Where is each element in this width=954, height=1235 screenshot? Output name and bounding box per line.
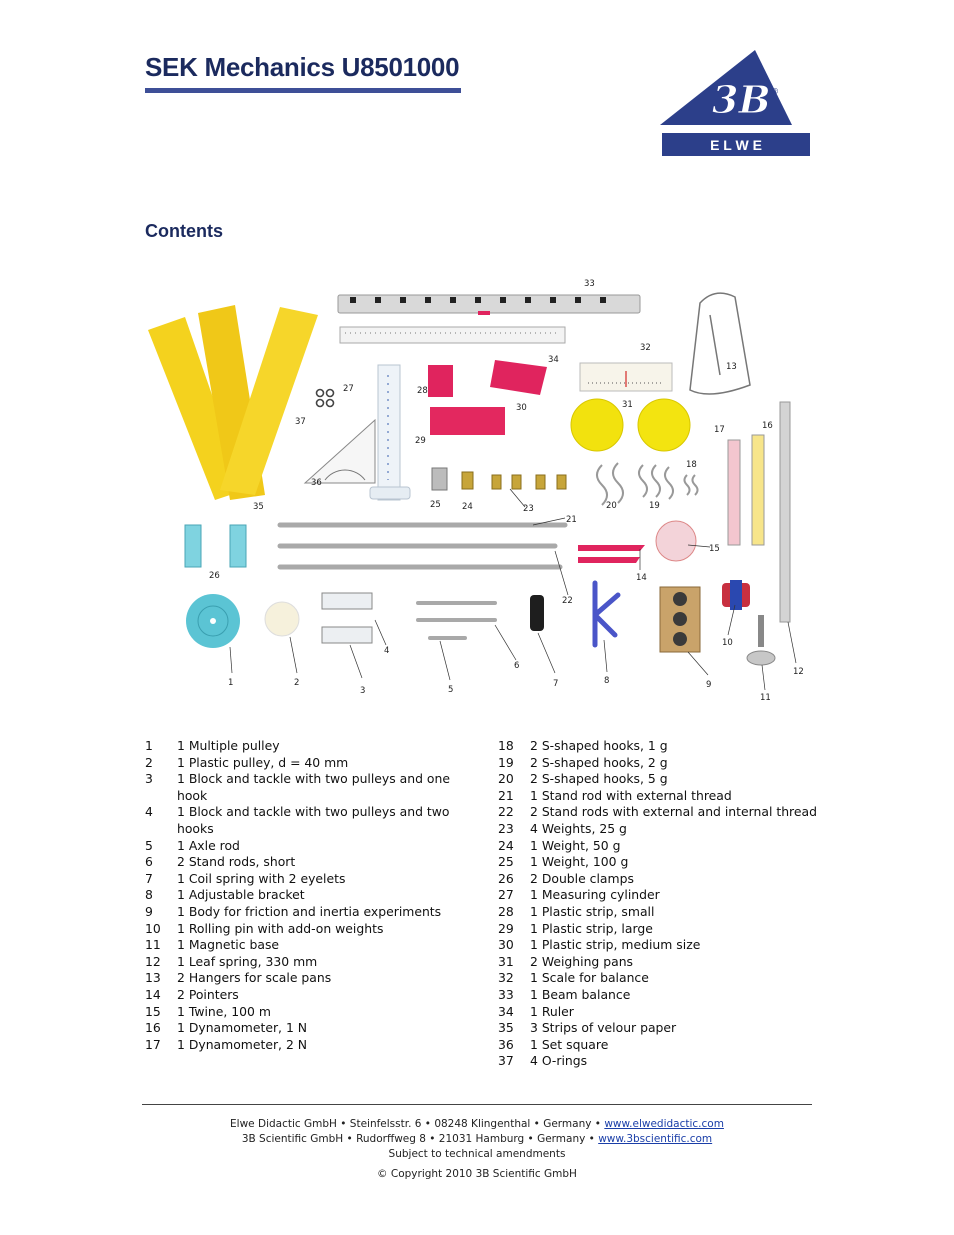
- item-text: 3 Strips of velour paper: [530, 1020, 677, 1036]
- callout-29: 29: [415, 436, 426, 446]
- item-text: 2 S-shaped hooks, 5 g: [530, 771, 668, 787]
- item-text: 1 Beam balance: [530, 986, 631, 1002]
- list-item: [498, 755, 818, 772]
- list-item: [145, 738, 465, 755]
- measuring-cylinder: [370, 365, 410, 500]
- item-text: 1 Plastic strip, medium size: [530, 937, 701, 953]
- list-item: [498, 788, 818, 805]
- item-number: 19: [498, 754, 514, 770]
- list-item: [498, 804, 818, 821]
- list-item: [498, 1004, 818, 1021]
- list-item: [145, 838, 465, 855]
- footer-address-3b: [142, 1133, 812, 1145]
- item-text: 2 Double clamps: [530, 870, 634, 886]
- item-number: 32: [498, 970, 514, 986]
- callout-9: 9: [706, 680, 712, 690]
- callout-22: 22: [562, 596, 573, 606]
- callout-30: 30: [516, 403, 527, 413]
- block-and-tackle: [322, 593, 372, 643]
- item-number: 21: [498, 787, 514, 803]
- list-item: [145, 1037, 465, 1054]
- list-item: [145, 921, 465, 938]
- 3b-elwe-logo: [660, 50, 810, 157]
- item-number: 1: [145, 738, 153, 753]
- callout-34: 34: [548, 355, 559, 365]
- set-square: [305, 420, 375, 483]
- contents-heading: Contents: [145, 221, 223, 241]
- weights: [432, 468, 566, 490]
- item-number: 18: [498, 738, 514, 753]
- callout-4: 4: [384, 646, 390, 656]
- scale-pan-hangers: [690, 293, 750, 394]
- list-item: [145, 871, 465, 888]
- item-number: 8: [145, 887, 153, 903]
- item-text: 2 Hangers for scale pans: [177, 970, 332, 986]
- list-item: [498, 738, 818, 755]
- plastic-strip-large: [430, 407, 505, 435]
- contents-figure: [140, 275, 820, 705]
- item-number: 2: [145, 754, 153, 770]
- twine-spool: [656, 521, 696, 561]
- callout-28: 28: [417, 386, 428, 396]
- item-number: 28: [498, 903, 514, 919]
- item-text: 1 Dynamometer, 2 N: [177, 1036, 308, 1052]
- beam-balance: [338, 295, 640, 315]
- item-number: 6: [145, 854, 153, 870]
- item-number: 26: [498, 870, 514, 886]
- item-number: 27: [498, 887, 514, 903]
- s-shaped-hooks: [597, 463, 698, 505]
- callout-37: 37: [295, 417, 306, 427]
- callout-leaders: [230, 489, 796, 690]
- list-item: [498, 904, 818, 921]
- item-text: 2 S-shaped hooks, 1 g: [530, 738, 668, 753]
- callout-17: 17: [714, 425, 725, 435]
- list-item: [498, 871, 818, 888]
- list-item: [498, 1053, 818, 1070]
- stand-rods: [280, 525, 565, 567]
- callout-13: 13: [726, 362, 737, 372]
- item-text: 1 Rolling pin with add-on weights: [177, 920, 384, 936]
- list-item: [498, 887, 818, 904]
- item-text: 1 Axle rod: [177, 837, 240, 853]
- callout-35: 35: [253, 502, 264, 512]
- o-rings: [317, 390, 334, 407]
- list-item: [145, 887, 465, 904]
- item-text: 1 Plastic strip, large: [530, 920, 653, 936]
- callout-33: 33: [584, 279, 595, 289]
- callout-27: 27: [343, 384, 354, 394]
- item-text: 1 Weight, 50 g: [530, 837, 621, 853]
- list-item: [145, 904, 465, 921]
- item-text: 1 Twine, 100 m: [177, 1003, 271, 1019]
- short-rods: [418, 603, 495, 638]
- item-number: 37: [498, 1053, 514, 1069]
- double-clamps: [185, 525, 246, 567]
- callout-32: 32: [640, 343, 651, 353]
- item-text: 2 Stand rods, short: [177, 854, 296, 870]
- list-item: [145, 755, 465, 772]
- footer-copyright: © Copyright 2010 3B Scientific GmbH: [377, 1168, 577, 1180]
- logo-mark: 3B: [712, 77, 771, 122]
- title-underline: [145, 88, 461, 93]
- item-text: 1 Block and tackle with two pulleys and one hook: [177, 771, 450, 803]
- callout-6: 6: [514, 661, 520, 671]
- callout-7: 7: [553, 679, 559, 689]
- item-number: 17: [145, 1036, 161, 1052]
- list-item: [498, 937, 818, 954]
- callout-2: 2: [294, 678, 300, 688]
- list-item: [145, 937, 465, 954]
- callout-15: 15: [709, 544, 720, 554]
- item-number: 33: [498, 986, 514, 1002]
- callout-24: 24: [462, 502, 473, 512]
- callout-18: 18: [686, 460, 697, 470]
- list-item: [498, 838, 818, 855]
- logo-wordmark: E L W E: [710, 137, 762, 153]
- elwedidactic-link[interactable]: www.elwedidactic.com: [604, 1118, 724, 1130]
- list-item: [145, 1020, 465, 1037]
- list-item: [498, 987, 818, 1004]
- item-number: 9: [145, 903, 153, 919]
- item-text: 1 Plastic strip, small: [530, 903, 655, 919]
- item-text: 2 Weighing pans: [530, 953, 633, 969]
- ruler: [340, 327, 565, 343]
- list-item: [145, 987, 465, 1004]
- item-number: 36: [498, 1036, 514, 1052]
- list-item: [145, 1004, 465, 1021]
- list-item: [145, 804, 465, 837]
- list-item: [145, 854, 465, 871]
- item-number: 5: [145, 837, 153, 853]
- list-item: [498, 921, 818, 938]
- item-number: 14: [145, 986, 161, 1002]
- 3bscientific-link[interactable]: www.3bscientific.com: [598, 1133, 713, 1145]
- item-number: 22: [498, 804, 514, 820]
- item-number: 29: [498, 920, 514, 936]
- pointers: [578, 545, 645, 563]
- item-text: 1 Set square: [530, 1036, 609, 1052]
- plastic-strip-medium: [490, 360, 547, 395]
- rolling-pin: [722, 580, 750, 610]
- item-number: 30: [498, 937, 514, 953]
- item-text: 2 Stand rods with external and internal thread: [530, 804, 817, 820]
- item-text: 1 Coil spring with 2 eyelets: [177, 870, 346, 886]
- item-text: 1 Stand rod with external thread: [530, 787, 732, 803]
- item-text: 1 Magnetic base: [177, 937, 280, 953]
- magnetic-base: [747, 615, 775, 665]
- item-number: 20: [498, 771, 514, 787]
- item-number: 15: [145, 1003, 161, 1019]
- list-item: [498, 1037, 818, 1054]
- page-title: SEK Mechanics U8501000: [145, 52, 460, 82]
- item-number: 25: [498, 854, 514, 870]
- list-item: [498, 771, 818, 788]
- item-text: 1 Ruler: [530, 1003, 574, 1019]
- leaf-spring: [780, 402, 790, 622]
- coil-spring: [530, 595, 544, 631]
- callout-26: 26: [209, 571, 220, 581]
- item-text: 1 Adjustable bracket: [177, 887, 305, 903]
- callout-25: 25: [430, 500, 441, 510]
- item-text: 1 Leaf spring, 330 mm: [177, 953, 318, 969]
- item-number: 11: [145, 937, 161, 953]
- callout-11: 11: [760, 693, 771, 703]
- item-number: 24: [498, 837, 514, 853]
- callout-21: 21: [566, 515, 577, 525]
- callout-1: 1: [228, 678, 234, 688]
- footer-divider: [142, 1104, 812, 1105]
- plastic-pulley: [265, 602, 299, 636]
- item-number: 13: [145, 970, 161, 986]
- callout-23: 23: [523, 504, 534, 514]
- item-number: 23: [498, 820, 514, 836]
- list-item: [498, 954, 818, 971]
- contents-list-left: [145, 738, 465, 1053]
- item-text: 1 Scale for balance: [530, 970, 649, 986]
- item-number: 31: [498, 953, 514, 969]
- list-item: [498, 1020, 818, 1037]
- list-item: [145, 771, 465, 804]
- footer-address-text: Elwe Didactic GmbH • Steinfelsstr. 6 • 08248 Klingenthal • Germany •: [230, 1118, 605, 1130]
- item-text: 2 S-shaped hooks, 2 g: [530, 754, 668, 770]
- item-text: 1 Multiple pulley: [177, 738, 280, 753]
- item-text: 1 Weight, 100 g: [530, 854, 629, 870]
- plastic-strip-small: [428, 365, 453, 397]
- callout-3: 3: [360, 686, 366, 696]
- list-item: [145, 970, 465, 987]
- callout-31: 31: [622, 400, 633, 410]
- item-text: 1 Dynamometer, 1 N: [177, 1020, 308, 1036]
- footer-amendments: Subject to technical amendments: [388, 1148, 566, 1160]
- list-item: [145, 954, 465, 971]
- list-item: [498, 970, 818, 987]
- footer-address-elwe: [142, 1118, 812, 1130]
- contents-list-right: [498, 738, 818, 1070]
- callout-14: 14: [636, 573, 647, 583]
- item-text: 1 Measuring cylinder: [530, 887, 660, 903]
- item-number: 12: [145, 953, 161, 969]
- callout-5: 5: [448, 685, 454, 695]
- item-text: 4 Weights, 25 g: [530, 820, 627, 836]
- friction-body: [660, 587, 700, 652]
- registered-mark: ®: [771, 87, 779, 96]
- dynamometers: [728, 435, 764, 545]
- item-number: 10: [145, 920, 161, 936]
- callout-12: 12: [793, 667, 804, 677]
- item-text: 1 Body for friction and inertia experiments: [177, 903, 442, 919]
- item-number: 16: [145, 1020, 161, 1036]
- item-number: 34: [498, 1003, 514, 1019]
- balance-scale: [580, 363, 672, 391]
- item-number: 3: [145, 771, 153, 787]
- footer-address-text: 3B Scientific GmbH • Rudorffweg 8 • 21031 Hamburg • Germany •: [241, 1133, 599, 1145]
- item-text: 4 O-rings: [530, 1053, 588, 1069]
- callout-10: 10: [722, 638, 733, 648]
- list-item: [498, 854, 818, 871]
- adjustable-bracket: [595, 583, 618, 645]
- callout-19: 19: [649, 501, 660, 511]
- item-text: 1 Plastic pulley, d = 40 mm: [177, 754, 349, 770]
- callout-20: 20: [606, 501, 617, 511]
- item-text: 2 Pointers: [177, 986, 239, 1002]
- item-number: 7: [145, 870, 153, 886]
- callout-8: 8: [604, 676, 610, 686]
- item-number: 4: [145, 804, 153, 820]
- callout-36: 36: [311, 478, 322, 488]
- item-text: 1 Block and tackle with two pulleys and two hooks: [177, 804, 450, 836]
- callout-16: 16: [762, 421, 773, 431]
- velour-strips: [148, 305, 318, 500]
- multiple-pulley: [186, 594, 240, 648]
- list-item: [498, 821, 818, 838]
- item-number: 35: [498, 1020, 514, 1036]
